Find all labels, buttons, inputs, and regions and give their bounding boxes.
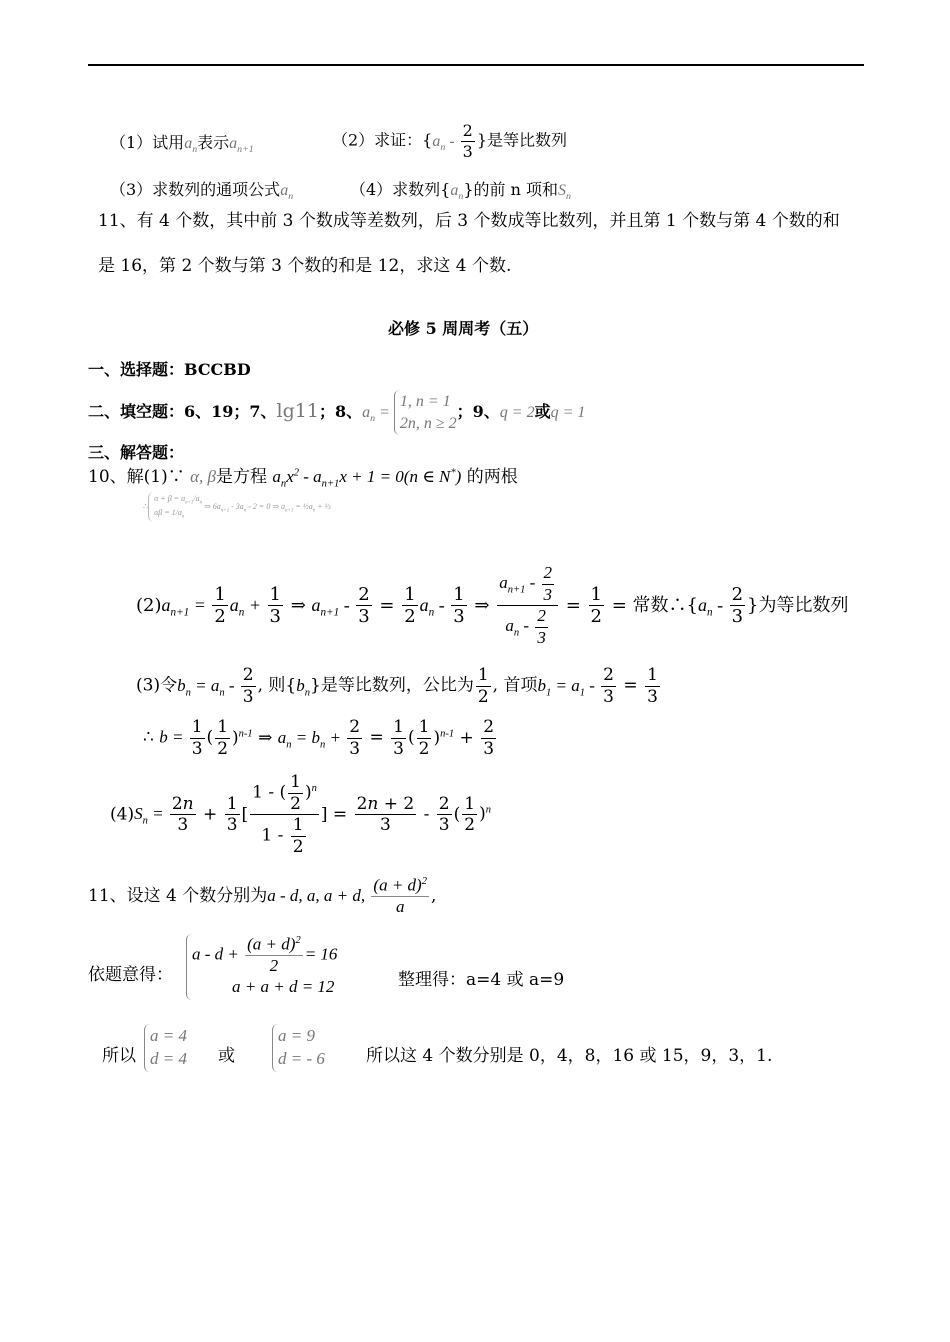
- a11-solution-2: a = 9 d = - 6: [272, 1024, 325, 1072]
- a10-part1: 10、解(1)∵ α, β是方程 $a_nx^2 - a_{n+1}x + 1 = 0(n$ ∈ N*) 的两根: [88, 467, 518, 490]
- a10-part3-formula: ∴ b = $\frac{1}{3}$ ( $\frac{1}{2}$ )$^{n-1}$ ⇒ $a_n = b_n$ + $\frac{2}{3}$ = $\frac{1}{3}$ ( $\frac{1}{2}$ )$^{n-1}$ + $\frac{2}{3}$: [143, 717, 495, 759]
- a11-or-label: 或: [218, 1046, 235, 1066]
- a11-setup: 11、设这 4 个数分别为a - d, a, a + d, $\frac{(a + d)^2}{a}$ ,: [88, 875, 437, 917]
- answers-title: 必修 5 周周考（五）: [388, 319, 539, 338]
- a11-so-label: 所以: [102, 1046, 136, 1066]
- a10-part4: $(4)S_n$ = $\frac{2n}{3}$ + $\frac{1}{3}$ [ 1 - ( $\frac{1}{2}$ )$^n$ 1 - $\frac{1}{2}$ ] = $\frac{2n + 2}{3}$ - $\frac{2}{3}$ ( $\frac{1}{2}$ )$^n$: [110, 772, 491, 858]
- header-rule: [88, 64, 864, 66]
- section-fill: 二、填空题：6、19；7、lg11；8、$a_n$ = 1, n = 1 2n, n ≥ 2 ；9、q = 2或q = 1: [88, 390, 585, 435]
- q10-part2: （2）求证：{$a_n$ - $\frac{2}{3}$ }是等比数列: [332, 121, 568, 161]
- section-answer: 三、解答题：: [88, 443, 185, 462]
- section-choice: 一、选择题：BCCBD: [88, 360, 251, 379]
- a10-vieta-system: ∴ $\alpha + \beta = a_{n+1}/a_n$ $\alpha\beta = 1/a_n$ ⇒ $6a_{n+1} - 3a_n - 2 = 0$ ⇒ $a_{n+1}$ = $\frac{1}{2}a_n$ + ⅓: [143, 492, 331, 522]
- q11-line1: 11、有 4 个数，其中前 3 个数成等差数列，后 3 个数成等比数列，并且第 1 个数与第 4 个数的和: [98, 211, 840, 231]
- q11-line2: 是 16，第 2 个数与第 3 个数的和是 12，求这 4 个数.: [98, 256, 512, 276]
- a11-arrange: 整理得：a=4 或 a=9: [398, 970, 565, 990]
- q10-part4: （4）求数列$\{a_n\}$的前 n 项和$S_n$: [350, 180, 571, 203]
- a10-part3: (3)令$b_n = a_n$ - $\frac{2}{3}$ , 则$\{b_n\}$是等比数列，公比为 $\frac{1}{2}$ , 首项$b_1 = a_1$ - $\frac{2}{3}$ = $\frac{1}{3}$: [136, 665, 658, 707]
- piecewise-an: 1, n = 1 2n, n ≥ 2: [394, 390, 457, 435]
- a11-system: a - d + $\frac{(a + d)^2}{2}$ = 16 a + a + d = 12: [186, 934, 337, 1000]
- fraction-two-thirds: $\frac{2}{3}$: [462, 121, 473, 161]
- q10-part1: （1）试用$a_n$表示$a_{n+1}$: [110, 133, 254, 156]
- a10-part2: $(2)a_{n+1}$ = $\frac{1}{2}$ $a_n$ + $\frac{1}{3}$ ⇒ $a_{n+1}$ - $\frac{2}{3}$ = $\frac{1}{2}$ $a_n$ - $\frac{1}{3}$ ⇒ $a_{n+1}$ - $\frac{2}{3}$ $a_n$ - $\frac{2}{3}$ = $\frac{1}{2}$ = 常数$\therefore\{a_n$ - $\frac{2}{3}$ }为等比数列: [136, 563, 849, 648]
- a11-final: 所以这 4 个数分别是 0，4，8，16 或 15，9，3，1.: [366, 1046, 773, 1066]
- a11-solution-1: a = 4 d = 4: [144, 1024, 187, 1072]
- a11-eq-label: 依题意得：: [88, 965, 173, 985]
- q10-part3: （3）求数列的通项公式$a_n$: [110, 180, 294, 203]
